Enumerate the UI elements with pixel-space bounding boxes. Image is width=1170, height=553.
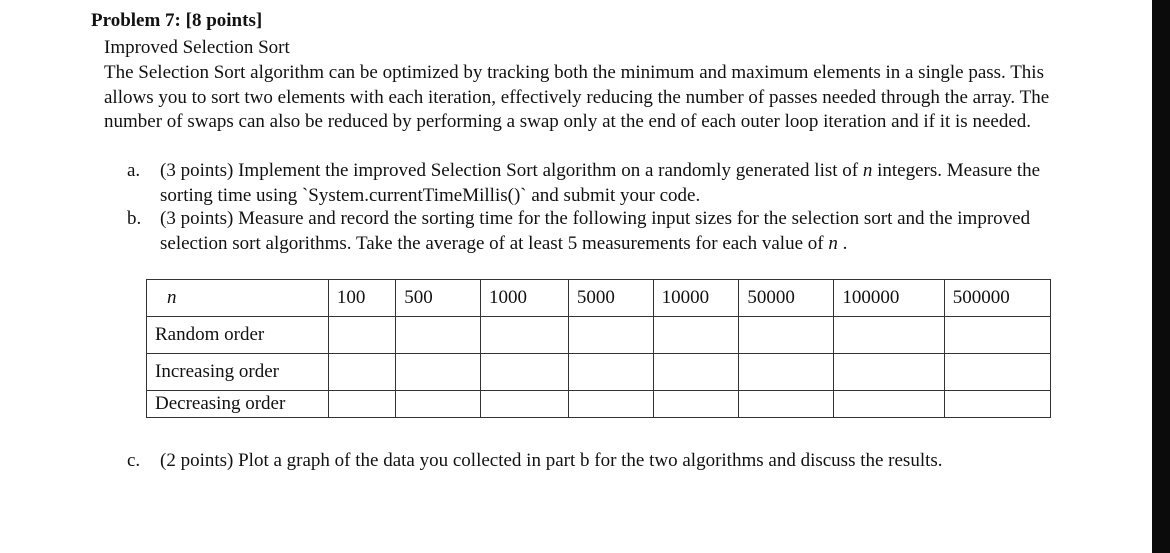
table-row bbox=[147, 391, 1051, 418]
table-cell bbox=[568, 391, 653, 418]
part-a-text bbox=[160, 159, 1060, 208]
part-b-variable: n bbox=[828, 232, 838, 254]
table-header-cell: 50000 bbox=[739, 280, 834, 317]
table-header-cell: 100 bbox=[328, 280, 395, 317]
table-header-cell: 1000 bbox=[481, 280, 569, 317]
part-c-text: (2 points) Plot a graph of the data you collected in part b for the two algorithms and discuss the results. bbox=[160, 450, 943, 471]
part-c-marker: c. bbox=[127, 450, 141, 471]
table-header-cell: 500000 bbox=[944, 280, 1050, 317]
part-b-marker: b. bbox=[127, 208, 142, 229]
table-header-cell: 100000 bbox=[834, 280, 944, 317]
part-a-text-1: (3 points) Implement the improved Selection Sort algorithm on a randomly generated list of bbox=[160, 160, 863, 181]
part-b-text-1: (3 points) Measure and record the sorting time for the following input sizes for the selection sort and the improved selection sort algorithms. Take the average of at least 5 measurements for each value of bbox=[160, 208, 1031, 254]
table-cell bbox=[328, 317, 395, 354]
table-cell bbox=[653, 354, 739, 391]
table-cell bbox=[396, 317, 481, 354]
table-cell bbox=[481, 317, 569, 354]
table-header-cell: 5000 bbox=[568, 280, 653, 317]
table-cell bbox=[481, 354, 569, 391]
row-label: Random order bbox=[147, 317, 329, 354]
table-cell bbox=[739, 354, 834, 391]
table-cell bbox=[944, 391, 1050, 418]
table-cell bbox=[568, 354, 653, 391]
table-cell bbox=[944, 354, 1050, 391]
table-cell bbox=[944, 317, 1050, 354]
table-cell bbox=[396, 391, 481, 418]
part-a bbox=[127, 159, 1067, 209]
table-row bbox=[147, 354, 1051, 391]
problem-title: Problem 7: [8 points] bbox=[91, 10, 263, 31]
row-label: Increasing order bbox=[147, 354, 329, 391]
part-b bbox=[127, 207, 1067, 257]
table-cell bbox=[739, 391, 834, 418]
table-cell bbox=[328, 391, 395, 418]
table-header-row bbox=[147, 280, 1051, 317]
table-cell bbox=[739, 317, 834, 354]
table-cell bbox=[834, 354, 944, 391]
problem-intro: The Selection Sort algorithm can be optimized by tracking both the minimum and maximum elements in a single pass. This allows you to sort two elements with each iteration, effectively reducing the number of passes needed through the array. The number of swaps can also be reduced by performing a swap only at the end of each outer loop iteration and if it is needed. bbox=[104, 62, 1050, 132]
part-a-marker: a. bbox=[127, 160, 141, 181]
table-header-cell: 500 bbox=[396, 280, 481, 317]
table-header-n: n bbox=[147, 280, 329, 317]
table-row bbox=[147, 317, 1051, 354]
timing-table bbox=[146, 279, 1051, 418]
table-cell bbox=[396, 354, 481, 391]
problem-subtitle: Improved Selection Sort bbox=[104, 37, 290, 58]
table-header-cell: 10000 bbox=[653, 280, 739, 317]
part-b-text bbox=[160, 207, 1060, 256]
table-cell bbox=[834, 317, 944, 354]
table-cell bbox=[481, 391, 569, 418]
table-cell bbox=[834, 391, 944, 418]
table-cell bbox=[328, 354, 395, 391]
part-a-variable: n bbox=[862, 160, 873, 181]
part-c bbox=[127, 449, 1067, 475]
right-edge-bar bbox=[1152, 0, 1170, 553]
part-b-text-2: . bbox=[837, 232, 848, 254]
table-cell bbox=[653, 317, 739, 354]
row-label: Decreasing order bbox=[147, 391, 329, 418]
part-a-text-2: integers. Measure the sorting time using `System.currentTimeMillis()` and submit your code. bbox=[160, 160, 1041, 206]
table-cell bbox=[653, 391, 739, 418]
table-cell bbox=[568, 317, 653, 354]
